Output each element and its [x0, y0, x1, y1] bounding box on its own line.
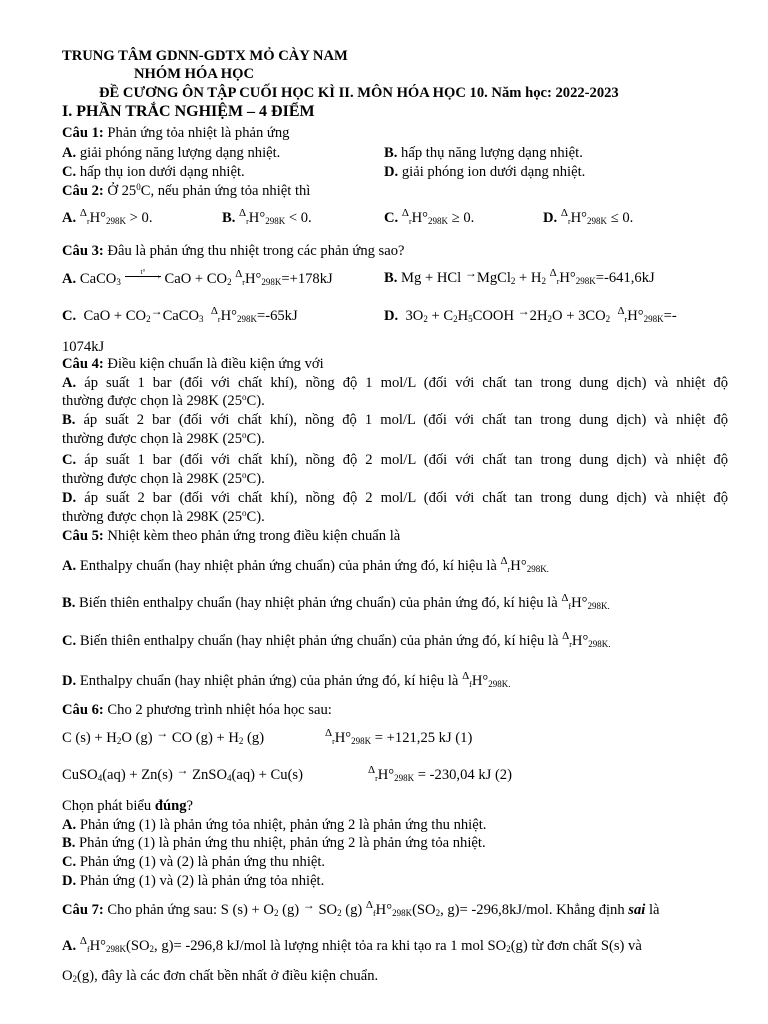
q3-option-b: B. Mg + HCl →MgCl$_2$ + $H_2$ $^\Delta rH^\circ_{298K}=-641,6kJ$ — [384, 266, 655, 286]
q2-option-d: D. $^\Delta rH^\circ_{298K} \le 0$. — [543, 207, 634, 226]
arrow-icon: → — [156, 726, 169, 740]
arrow-icon: → — [302, 898, 315, 912]
arrow-icon: → — [150, 304, 163, 318]
q2-option-a: A. $^\Delta rH^\circ_{298K} > 0$. — [62, 207, 153, 226]
section-heading: I. PHẦN TRẮC NGHIỆM – 4 ĐIỂM — [62, 103, 315, 120]
q1-option-a: A. giải phóng năng lượng dạng nhiệt. — [62, 145, 281, 161]
question-3: Câu 3: Đâu là phản ứng thu nhiệt trong các phản ứng sao? — [62, 243, 405, 259]
heat-arrow-icon: t° › — [125, 270, 165, 284]
group-name: NHÓM HÓA HỌC — [134, 66, 254, 82]
q6-equation-2: CuSO$_4$(aq) + Zn(s) → ZnSO$_4$(aq) + Cu(s) — [62, 763, 303, 783]
q3-option-c: C. CaO + $CO_2^\to CaCO_3$ $^\Delta rH^\circ_{298K}=-65kJ$ — [62, 304, 298, 324]
q1-option-d: D. giải phóng ion dưới dạng nhiệt. — [384, 164, 586, 180]
arrow-icon: → — [464, 266, 477, 280]
q6-equation-1-enthalpy: $^\Delta rH^\circ_{298K} = +121,25$ kJ (1) — [325, 727, 473, 746]
q4-option-d-continued: thường được chọn là 298K (25$^o$C). — [62, 508, 265, 525]
q4-option-d: D. áp suất 2 bar (đối với chất khí), nồng độ 2 mol/L (đối với chất tan trong dung dịch) và nhiệt độ — [62, 490, 728, 506]
q4-option-b-continued: thường được chọn là 298K (25$^o$C). — [62, 430, 265, 447]
q6-option-d: D. Phản ứng (1) và (2) là phản ứng tỏa nhiệt. — [62, 873, 325, 889]
q5-option-b: B. Biến thiên enthalpy chuẩn (hay nhiệt phản ứng chuẩn) của phản ứng đó, kí hiệu là $^\Delta fH^\circ_{298K.}$ — [62, 592, 610, 611]
q5-option-d: D. Enthalpy chuẩn (hay nhiệt phản ứng) của phản ứng đó, kí hiệu là $^\Delta fH^\circ_{298K.}$ — [62, 670, 511, 689]
arrow-icon: → — [176, 763, 189, 777]
q6-option-b: B. Phản ứng (1) là phản ứng thu nhiệt, phản ứng 2 là phản ứng tỏa nhiệt. — [62, 835, 486, 851]
q4-option-c-continued: thường được chọn là 298K (25$^o$C). — [62, 470, 265, 487]
question-5: Câu 5: Nhiệt kèm theo phản ứng trong điều kiện chuẩn là — [62, 528, 401, 544]
q6-option-a: A. Phản ứng (1) là phản ứng tỏa nhiệt, phản ứng 2 là phản ứng thu nhiệt. — [62, 817, 487, 833]
q3-option-d-continued: 1074kJ — [62, 339, 105, 355]
q6-equation-1: C $(s) + H_2O$ (g) → CO $(g) + H_2$ (g) — [62, 726, 265, 746]
q6-option-c: C. Phản ứng (1) và (2) là phản ứng thu nhiệt. — [62, 854, 326, 870]
question-1: Câu 1: Phản ứng tỏa nhiệt là phản ứng — [62, 125, 290, 141]
q2-option-b: B. $^\Delta rH^\circ_{298K} < 0$. — [222, 207, 312, 226]
q3-option-d: D. $3O_2$ + $C_2H_5COOH$ $^\to 2H_2O + 3CO_2$ $^\Delta rH^\circ_{298K}=-$ — [384, 304, 677, 324]
question-6: Câu 6: Cho 2 phương trình nhiệt hóa học sau: — [62, 702, 332, 718]
q5-option-a: A. Enthalpy chuẩn (hay nhiệt phản ứng chuẩn) của phản ứng đó, kí hiệu là $^\Delta rH^\circ_{298K.}$ — [62, 555, 549, 574]
q2-option-c: C. $^\Delta rH^\circ_{298K} \ge 0$. — [384, 207, 475, 226]
question-7: Câu 7: Cho phản ứng sau: S $(s) + O_2$ (g) → $SO_2$ (g) $^\Delta fH^\circ_{298K}(SO_2$, g)= -296,8kJ/mol. Khẳng định sai là — [62, 898, 660, 918]
question-4: Câu 4: Điều kiện chuẩn là điều kiện ứng với — [62, 356, 324, 372]
q4-option-a: A. áp suất 1 bar (đối với chất khí), nồng độ 1 mol/L (đối với chất tan trong dung dịch) và nhiệt độ — [62, 375, 728, 391]
q1-option-b: B. hấp thụ năng lượng dạng nhiệt. — [384, 145, 583, 161]
document-title: ĐỀ CƯƠNG ÔN TẬP CUỐI HỌC KÌ II. MÔN HÓA HỌC 10. Năm học: 2022-2023 — [99, 85, 619, 101]
school-name: TRUNG TÂM GDNN-GDTX MỎ CÀY NAM — [62, 48, 348, 64]
q1-option-c: C. hấp thụ ion dưới dạng nhiệt. — [62, 164, 245, 180]
q7-option-a-continued: $O_2(g)$, đây là các đơn chất bền nhất ở điều kiện chuẩn. — [62, 968, 379, 984]
q7-option-a: A. $^\Delta fH^\circ_{298K}(SO_2$, g)= -296,8 kJ/mol là lượng nhiệt tỏa ra khi tạo ra 1 mol $SO_2(g)$ từ đơn chất S(s) và — [62, 935, 642, 954]
arrow-icon: → — [517, 304, 530, 318]
q6-equation-2-enthalpy: $^\Delta rH^\circ_{298K} = -230,04$ kJ (2) — [368, 764, 512, 783]
question-2: Câu 2: Ở $25^0C$, nếu phản ứng tỏa nhiệt thì — [62, 182, 311, 199]
q4-option-b: B. áp suất 2 bar (đối với chất khí), nồng độ 1 mol/L (đối với chất tan trong dung dịch) và nhiệt độ — [62, 412, 728, 428]
q4-option-a-continued: thường được chọn là 298K (25$^o$C). — [62, 392, 265, 409]
q6-prompt: Chọn phát biểu đúng? — [62, 798, 193, 814]
q4-option-c: C. áp suất 1 bar (đối với chất khí), nồng độ 2 mol/L (đối với chất tan trong dung dịch) và nhiệt độ — [62, 452, 728, 468]
q3-option-a: A. CaCO$_3$ t° › CaO + $CO_2$ $^\Delta rH^\circ_{298K}=+178kJ$ — [62, 268, 333, 287]
q5-option-c: C. Biến thiên enthalpy chuẩn (hay nhiệt phản ứng chuẩn) của phản ứng đó, kí hiệu là $^\Delta rH^\circ_{298K.}$ — [62, 630, 611, 649]
